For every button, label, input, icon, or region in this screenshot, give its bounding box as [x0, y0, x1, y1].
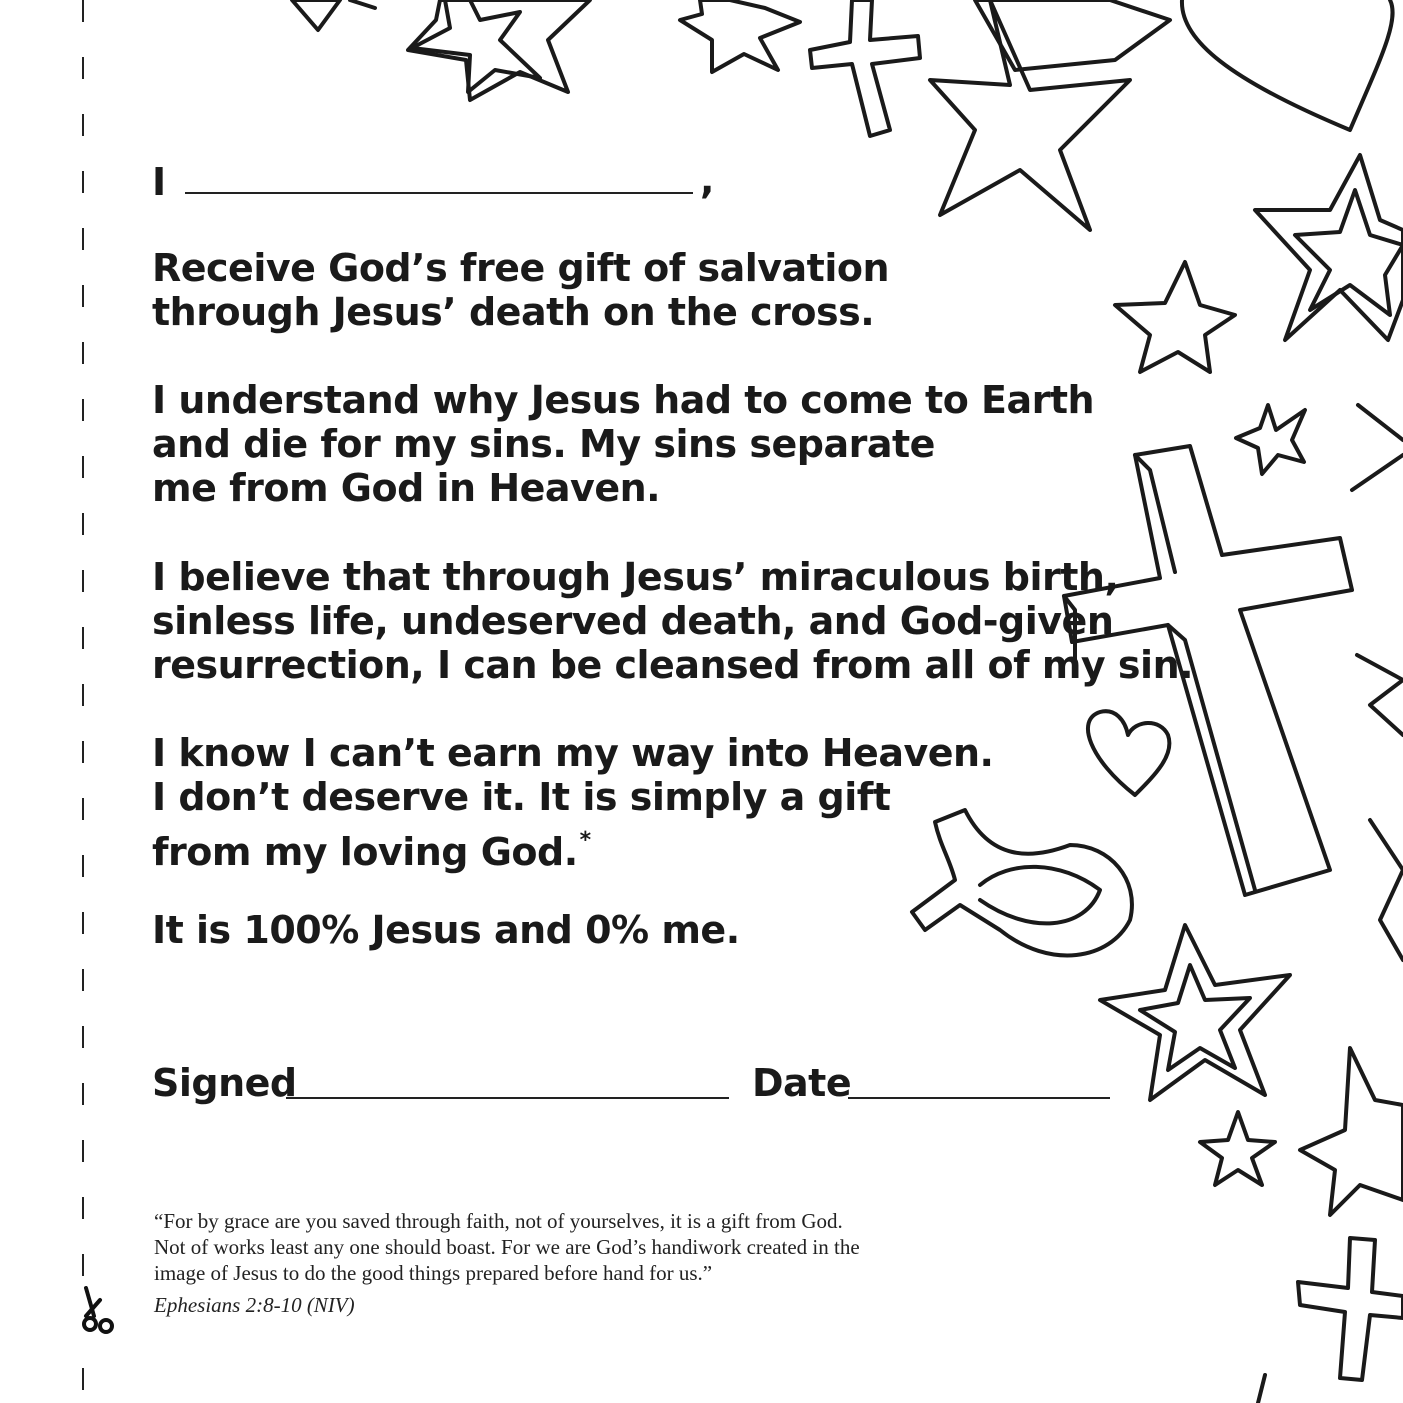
- cross-icon: [1258, 1375, 1265, 1403]
- quote-line: Not of works least any one should boast. For we are God’s handiwork created in the: [154, 1235, 860, 1259]
- scripture-quote: [154, 1208, 860, 1318]
- name-comma: ,: [700, 158, 714, 202]
- star-icon: [1100, 925, 1290, 1100]
- star-icon: [1300, 1048, 1403, 1215]
- scissors-icon: [74, 1286, 118, 1336]
- star-icon: [408, 0, 590, 100]
- cross-icon: [1298, 1238, 1403, 1380]
- scripture-reference: Ephesians 2:8-10 (NIV): [154, 1293, 355, 1317]
- text-line: It is 100% Jesus and 0% me.: [152, 908, 740, 952]
- star-icon: [1352, 405, 1403, 490]
- name-line-label: [152, 160, 166, 204]
- star-icon: [1200, 1112, 1275, 1185]
- text-line: [152, 819, 994, 874]
- signature-field[interactable]: [286, 1097, 729, 1099]
- star-icon: [292, 0, 375, 30]
- text-line: sinless life, undeserved death, and God-given: [152, 599, 1114, 643]
- text-line: through Jesus’ death on the cross.: [152, 290, 875, 334]
- text-line-content: from my loving God.: [152, 830, 578, 874]
- heart-icon: [1088, 711, 1169, 795]
- quote-line: image of Jesus to do the good things prepared before hand for us.”: [154, 1261, 713, 1285]
- text-line: I know I can’t earn my way into Heaven.: [152, 731, 994, 775]
- text-line: I understand why Jesus had to come to Earth: [152, 378, 1095, 422]
- text-line: and die for my sins. My sins separate: [152, 422, 935, 466]
- text-line: I don’t deserve it. It is simply a gift: [152, 775, 891, 819]
- text-line: me from God in Heaven.: [152, 466, 661, 510]
- date-label: Date: [752, 1061, 852, 1105]
- date-field[interactable]: [848, 1097, 1110, 1099]
- paragraph-5: [152, 908, 740, 952]
- cross-icon: [810, 0, 920, 136]
- cut-line: [82, 0, 84, 1403]
- signed-label: Signed: [152, 1061, 297, 1105]
- star-icon: [1236, 405, 1305, 474]
- name-field[interactable]: [185, 192, 693, 194]
- paragraph-1: [152, 246, 889, 334]
- text-line: resurrection, I can be cleansed from all of my sin.: [152, 643, 1194, 687]
- footnote-mark: *: [579, 828, 591, 853]
- star-icon: [680, 0, 800, 72]
- paragraph-4: [152, 731, 994, 874]
- paragraph-3: [152, 555, 1193, 687]
- text-line: Receive God’s free gift of salvation: [152, 246, 890, 290]
- star-icon: [930, 0, 1170, 230]
- star-icon: [1115, 262, 1235, 372]
- quote-line: “For by grace are you saved through faith, not of yourselves, it is a gift from God.: [154, 1209, 843, 1233]
- text-line: I believe that through Jesus’ miraculous birth,: [152, 555, 1119, 599]
- heart-icon: [1182, 0, 1393, 130]
- pronoun-label: I: [152, 160, 166, 204]
- star-icon: [1357, 655, 1403, 960]
- star-icon: [1255, 155, 1403, 340]
- paragraph-2: [152, 378, 1094, 510]
